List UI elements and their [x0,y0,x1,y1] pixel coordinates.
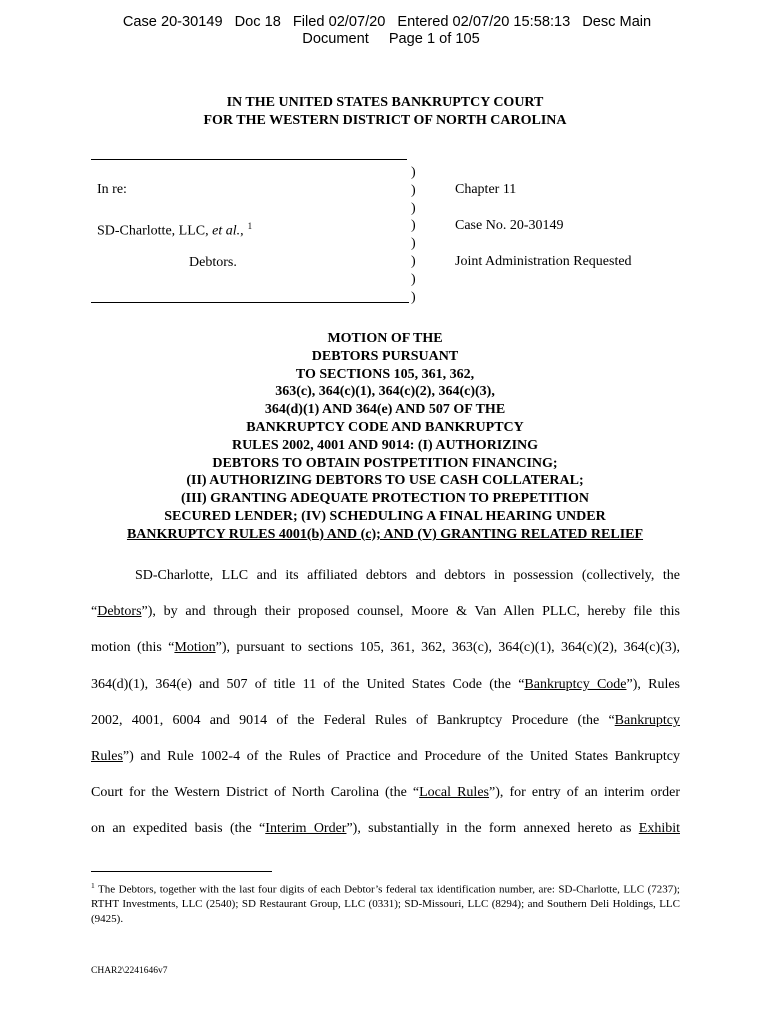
defined-term-interim-order: Interim Order [265,821,347,836]
ecf-header-stamp [0,14,770,48]
body-line-2 [91,604,680,620]
defined-term-motion: Motion [174,640,216,655]
debtor-name-comma: , [240,223,244,239]
defined-term-bankruptcy-rules-part2: Rules [91,749,123,764]
footnote-text: The Debtors, together with the last four digits of each Debtor’s federal tax identification number, are: SD-Charlotte, LLC (7237); RTHT Investments, LLC (2540); SD Restaurant Group, LLC (0331); SD-Missouri, LLC (8294); and Southern Deli Holdings, LLC (9425). [91,883,680,925]
caption-debtor-name [97,218,252,240]
title-line: DEBTORS TO OBTAIN POSTPETITION FINANCING; [212,455,558,471]
caption-bottom-rule [91,302,409,303]
body-line-3-text: ”), pursuant to sections 105, 361, 362, 363(c), 364(c)(1), 364(c)(2), 364(c)(3), [215,640,680,655]
caption-top-rule [91,159,407,160]
body-line-2-text: ”), by and through their proposed counsel, Moore & Van Allen PLLC, hereby file this [141,604,680,619]
defined-term-bankruptcy-rules-part1: Bankruptcy [614,713,680,728]
footnote-1 [91,879,680,926]
footnote-separator [91,871,272,872]
stamp-case-number: Case 20-30149 [122,14,223,30]
court-heading-line-1: IN THE UNITED STATES BANKRUPTCY COURT [226,95,544,110]
body-line-8 [91,821,680,837]
stamp-entered-date: Entered 02/07/20 15:58:13 [397,14,571,30]
quote-open: “ [91,604,98,619]
motion-title [0,330,770,544]
defined-term-bankruptcy-code: Bankruptcy Code [524,677,627,692]
caption-paren: ) [411,165,416,180]
body-line-5 [91,713,680,729]
court-heading-line-2: FOR THE WESTERN DISTRICT OF NORTH CAROLINA [203,113,567,128]
title-line: RULES 2002, 4001 AND 9014: (I) AUTHORIZING [231,437,539,453]
et-al-text: et al. [212,223,241,239]
defined-term-debtors: Debtors [97,604,142,619]
body-line-4 [91,677,680,693]
title-line: (II) AUTHORIZING DEBTORS TO USE CASH COLLATERAL; [186,473,584,489]
body-line-5-pre: 2002, 4001, 6004 and 9014 of the Federal Rules of Bankruptcy Procedure (the “ [91,713,615,728]
caption-joint-administration: Joint Administration Requested [455,254,632,269]
body-line-1: SD-Charlotte, LLC and its affiliated debtors and debtors in possession (collectively, the [135,568,680,583]
stamp-doc-number: Doc 18 [234,14,281,30]
court-heading [0,94,770,130]
caption-case-number: Case No. 20-30149 [455,218,564,233]
caption-paren: ) [411,289,416,305]
exhibit-reference: Exhibit [638,821,680,836]
caption-paren: ) [411,253,416,269]
title-line: DEBTORS PURSUANT [311,348,459,364]
caption-paren-column [411,164,416,306]
caption-paren: ) [411,236,416,252]
defined-term-local-rules: Local Rules [419,785,489,800]
body-line-3-pre: motion (this “ [91,640,175,655]
stamp-filed-date: Filed 02/07/20 [292,14,386,30]
caption-paren: ) [411,182,416,198]
title-line-underlined: BANKRUPTCY RULES 4001(b) AND (c); AND (V) GRANTING RELATED RELIEF [126,526,644,542]
title-line: (III) GRANTING ADEQUATE PROTECTION TO PREPETITION [180,491,590,507]
title-line: MOTION OF THE [327,331,443,346]
body-line-8-text: ”), substantially in the form annexed hereto as [346,821,639,836]
title-line: SECURED LENDER; (IV) SCHEDULING A FINAL HEARING UNDER [164,508,606,524]
body-line-6 [91,749,680,765]
body-line-6-text: ”) and Rule 1002-4 of the Rules of Practice and Procedure of the United States Bankruptcy [122,749,680,764]
title-line: 364(d)(1) AND 364(e) AND 507 OF THE [264,402,506,418]
caption-paren: ) [411,200,416,216]
title-line [0,526,770,544]
body-line-8-pre: on an expedited basis (the “ [91,821,266,836]
body-line-7 [91,785,680,801]
footnote-marker: 1 [91,881,95,890]
title-line: BANKRUPTCY CODE AND BANKRUPTCY [246,419,524,435]
caption-paren: ) [411,218,416,234]
body-line-3 [91,640,680,656]
caption-debtors-label: Debtors. [189,255,237,270]
debtor-name-text: SD-Charlotte, LLC, [97,223,213,239]
title-line: TO SECTIONS 105, 361, 362, [295,366,475,382]
title-line: 363(c), 364(c)(1), 364(c)(2), 364(c)(3), [275,384,495,400]
body-line-4-pre: 364(d)(1), 364(e) and 507 of title 11 of the United States Code (the “ [91,677,525,692]
body-line-7-text: ”), for entry of an interim order [488,785,680,800]
caption-in-re: In re: [97,182,127,197]
document-id: CHAR2\2241646v7 [91,966,168,976]
caption-paren: ) [411,271,416,287]
body-line-4-text: ”), Rules [626,677,680,692]
stamp-desc: Desc Main [582,14,652,30]
stamp-document-label: Document [302,31,369,47]
body-line-7-pre: Court for the Western District of North Carolina (the “ [91,785,420,800]
caption-chapter: Chapter 11 [455,182,517,197]
footnote-ref-1: 1 [247,221,253,231]
stamp-page-number: Page 1 of 105 [388,31,480,47]
